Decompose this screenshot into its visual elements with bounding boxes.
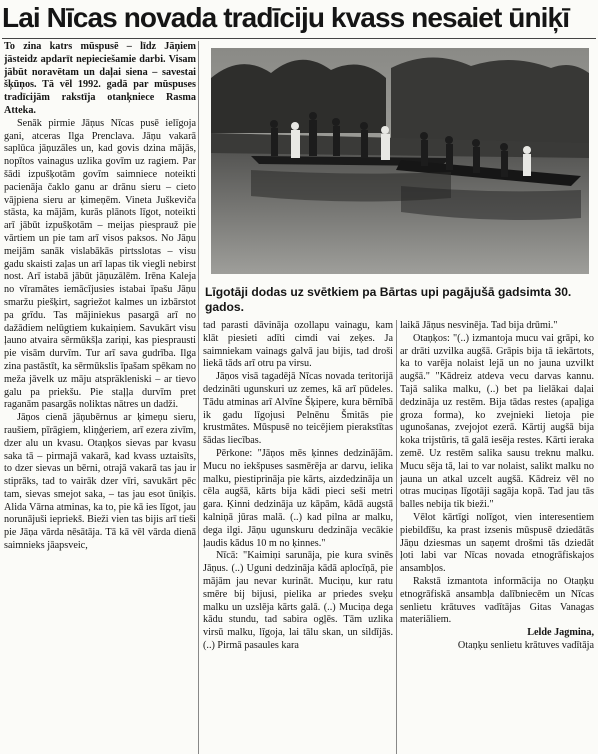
paragraph: tad parasti dāvināja ozollapu vainagu, kam klāt piesieti adīti cimdi vai zeķes. Ja saimniekam vainags galvā jau bijis, tad droši liekā tāds arī otru pa virsu. [203, 320, 393, 370]
column-2 [203, 320, 393, 754]
paragraph: Vēlot kārtīgi nolīgot, vien interesentiem piebildīšu, ka prast izsenis mūspusē dziedātās Jāņu dziesmas un saņemt drošmi tās dziedāt ļoti labi var Nīcas novada etnogrāfiskajos ansambļos. [400, 511, 594, 575]
river-boat-photo [211, 48, 589, 274]
column-3 [400, 320, 594, 754]
paragraph: Nīcā: "Kaimiņi sarunāja, pie kura svinēs Jāņus. (..) Uguni dedzināja kādā aplocīņā, pie mājām jau nevar kurināt. Muciņu, kur ratu smēre bij bijusi, pielika ar priedes sveķu malku un uzslēja kārts galā. (..) Muciņa dega kādu stundu, tad sabira ogļēs. Tām uzlika virsū malku, līgoja, lai tālu skan, un sildījās. (..) Pirmā pasaules kara [203, 550, 393, 651]
lead-text: To zina katrs mūspusē – līdz Jāņiem jāsteidz apdarīt nepieciešamie darbi. Visam jābūt noravētam un daļai siena – savestai šķūņos. Tā vēl 1992. gadā par mūspuses tradīcijām rakstīja otanķniece Rasma Atteka. [4, 41, 196, 116]
paragraph: Jāņos cienā jāņubērnus ar ķimeņu sieru, raušiem, pīrāgiem, kliņģeriem, arī ezera zivīm, dzer alu un kvasu. Otaņķos sievas par kvasu saka tā – pirmajā vakarā, kad kvass uztaisīts, to dzer sievas un bērni, otrajā vakarā tas jau ir stiprāks, tad to vairāk dzer vīri, savukārt pēc tam, sievas smejot saka, – tas jau esot ūniķis. Alida Vārna atminas, ka to, pie kā ies līgot, jau norunājuši iepriekš. Bieži vien tas bijis arī tieši pie Jāņa vārda nēsātāja. Tā kā vēl vārda dienā saimnieks jāapsveic, [4, 412, 196, 552]
paragraph: Jāņos visā tagadējā Nīcas novada teritorijā dedzināti ugunskuri uz zemes, kā arī pūdeles. Tādu atminas arī Alvīne Šķipere, kura bērnībā ik gadu līgojusi Pelnēnu Šmitās pie krustmātes. Mūspusē no teicējiem pierakstītas šādas liecības. [203, 371, 393, 447]
column-divider [198, 41, 199, 754]
author-role: Otaņķu senlietu krātuves vadītāja [457, 639, 594, 651]
paragraph: Senāk pirmie Jāņus Nīcas pusē ielīgoja gani, atceras Ilga Prenclava. Jāņu vakarā saplūca jāņuzāles un, kad govis dzina mājās, nopītos vainagus uzlika govīm uz ragiem. Par šādi izpušķotām govīm saimniece noteikti pacienāja čaklo ganu ar drānu sieru – cieto vājpiena sieru ar ķimeņēm. Vineta Juškeviča stāsta, ka mājām, kurās plānots līgot, noteikti arī jābūt izpušķotām – meijas piesprauž pie vārtiem un pie tam arī visos paksos. No Jāņu meijām sanāk vislabākās pirtsslotas – visu gadu skaisti zaļas un arī lapas tik viegli nebirst nost. Arī istabā jābūt jāņuzālēm. Irēna Kaleja no vīramātes iemācījusies istabai īpašu Jāņu smaržu piešķirt, sagriežot kalmes un izbārstot pa grīdu. Tas mājiniekus pasargā arī no dažādiem nelūgtiem kukaiņiem. Savukārt visu ļauno atvaira sērmūkšļa zariņi, kas piesprausti pie visām durvīm. Tur arī sava gudrība. Ilga zina pastāstīt, ka sērmūkslis īpašam spēkam no meža jāvelk uz māju atspräkleniski – ar tievo galu pa priekšu. Pie staļļa durvīm pret raganām pasargās noliktas nātres un dadži. [4, 117, 196, 411]
lead-paragraph [4, 41, 196, 118]
column-divider [396, 320, 397, 754]
photo [204, 41, 594, 281]
paragraph: Rakstā izmantota informācija no Otaņķu etnogrāfiskā ansambļa dalībniecēm un Nīcas senlietu krātuves vadītājas Gitas Vanagas materiāliem. [400, 575, 594, 626]
paragraph: Pērkone: "Jāņos mēs ķinnes dedzinājām. Mucu no iekšpuses sasmērēja ar darvu, ielika malku, piestiprināja pie kārts, aizdedzināja un cēla augšā, kārts bija kādi pieci seši metri gara. Ķinni dedzināja uz kāpām, kādā augstā kalniņā jūras malā. (..) kad pilna ar malku, dega ilgi. Jāņu ugunskuru dedzināja vecākie ļaudis kādus 10 m no ķinnes." [203, 447, 393, 549]
paragraph: Otaņķos: "(..) izmantoja mucu vai grāpi, ko ar drāti uzvilka augšā. Grāpis bija tā iekārtots, ka to varēja nolaist lejā un no jauna uzvilkt augšā." "Kādreiz atdeva vecu darvas kannu. Tajā salika malku, (..) bet pa lielākai daļai dedzināja uz restēm. Bija tādas restes (apaļiga groza forma), ko zvejnieki lietoja pie ugunošanas, zvejojot ezerā. Kārtij augšā bija koka trijstūris, tā galā iesēja restes. Kārti ieraka zemē. Uz restēm salika sausu treknu malku. Mucu sēja tā, lai to var nolaist, salikt malku no jauna un atkal uzcelt augšā. Kādreiz vēl no otras muciņas līgotāji sagāja kopā. Tad jau tās balles nebija tik bieži." [400, 332, 594, 511]
photo-caption: Līgotāji dodas uz svētkiem pa Bārtas upi pagājušā gadsimta 30. gados. [205, 285, 572, 314]
column-1 [4, 41, 196, 754]
author-name: Lelde Jagmina, [527, 627, 594, 639]
paragraph: laikā Jāņus nesvinēja. Tad bija drūmi." [400, 320, 558, 331]
headline: Lai Nīcas novada tradīciju kvass nesaiet ūniķī [2, 0, 596, 39]
